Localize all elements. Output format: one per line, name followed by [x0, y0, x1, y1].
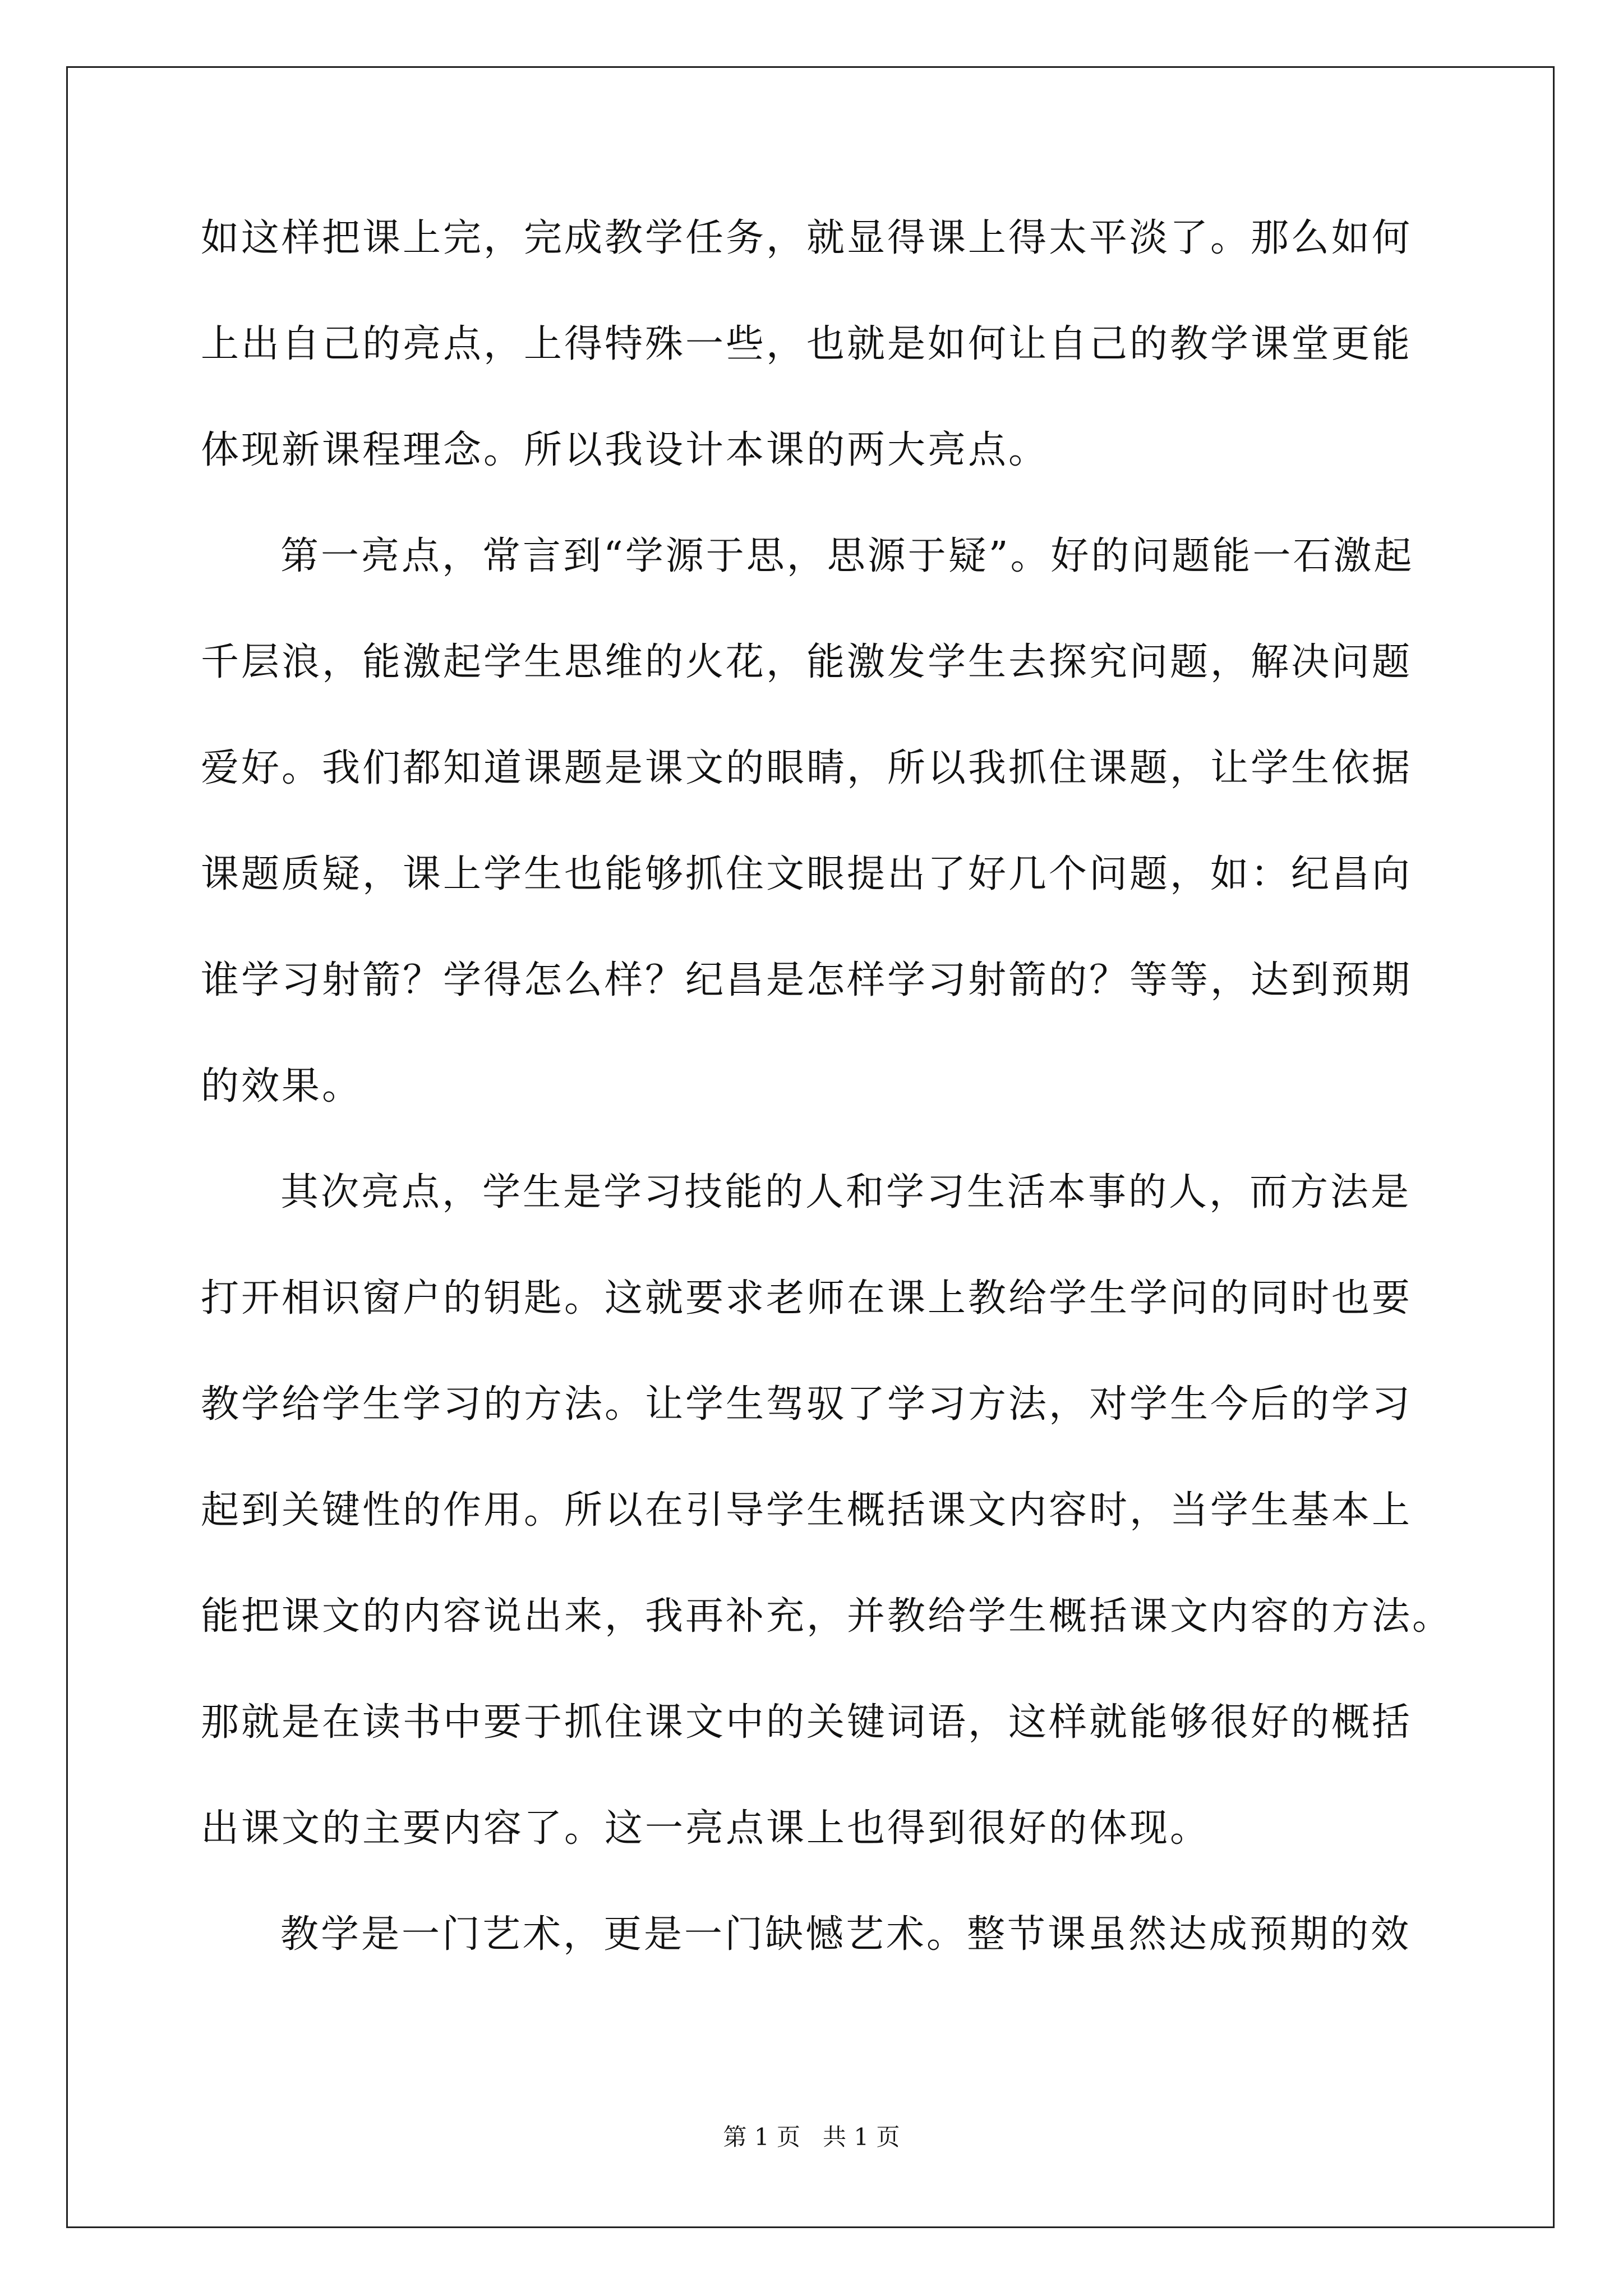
text-line: 如这样把课上完，完成教学任务，就显得课上得太平淡了。那么如何	[201, 216, 1413, 260]
page-number-footer: 第 1 页 共 1 页	[723, 2123, 900, 2151]
text-line: 千层浪，能激起学生思维的火花，能激发学生去探究问题，解决问题	[201, 640, 1413, 684]
text-line: 的效果。	[201, 1064, 363, 1108]
paragraph-first-line: 其次亮点，学生是学习技能的人和学习生活本事的人，而方法是	[280, 1170, 1412, 1214]
text-line: 教学给学生学习的方法。让学生驾驭了学习方法，对学生今后的学习	[201, 1382, 1413, 1427]
text-line: 打开相识窗户的钥匙。这就要求老师在课上教给学生学问的同时也要	[201, 1276, 1413, 1320]
text-line: 课题质疑，课上学生也能够抓住文眼提出了好几个问题，如：纪昌向	[201, 852, 1413, 896]
text-line: 起到关键性的作用。所以在引导学生概括课文内容时，当学生基本上	[201, 1488, 1413, 1533]
paragraph-first-line: 教学是一门艺术，更是一门缺憾艺术。整节课虽然达成预期的效	[280, 1912, 1412, 1957]
document-body	[201, 208, 1453, 2010]
paragraph-first-line: 第一亮点，常言到“学源于思，思源于疑”。好的问题能一石激起	[280, 534, 1414, 578]
text-line: 那就是在读书中要于抓住课文中的关键词语，这样就能够很好的概括	[201, 1700, 1413, 1745]
text-line: 上出自己的亮点，上得特殊一些，也就是如何让自己的教学课堂更能	[201, 322, 1413, 366]
text-line: 能把课文的内容说出来，我再补充，并教给学生概括课文内容的方法。	[201, 1594, 1453, 1639]
text-line: 谁学习射箭？学得怎么样？纪昌是怎样学习射箭的？等等，达到预期	[201, 958, 1413, 1002]
text-line: 爱好。我们都知道课题是课文的眼睛，所以我抓住课题，让学生依据	[201, 746, 1413, 790]
text-line: 体现新课程理念。所以我设计本课的两大亮点。	[201, 428, 1049, 472]
text-line: 出课文的主要内容了。这一亮点课上也得到很好的体现。	[201, 1806, 1211, 1851]
